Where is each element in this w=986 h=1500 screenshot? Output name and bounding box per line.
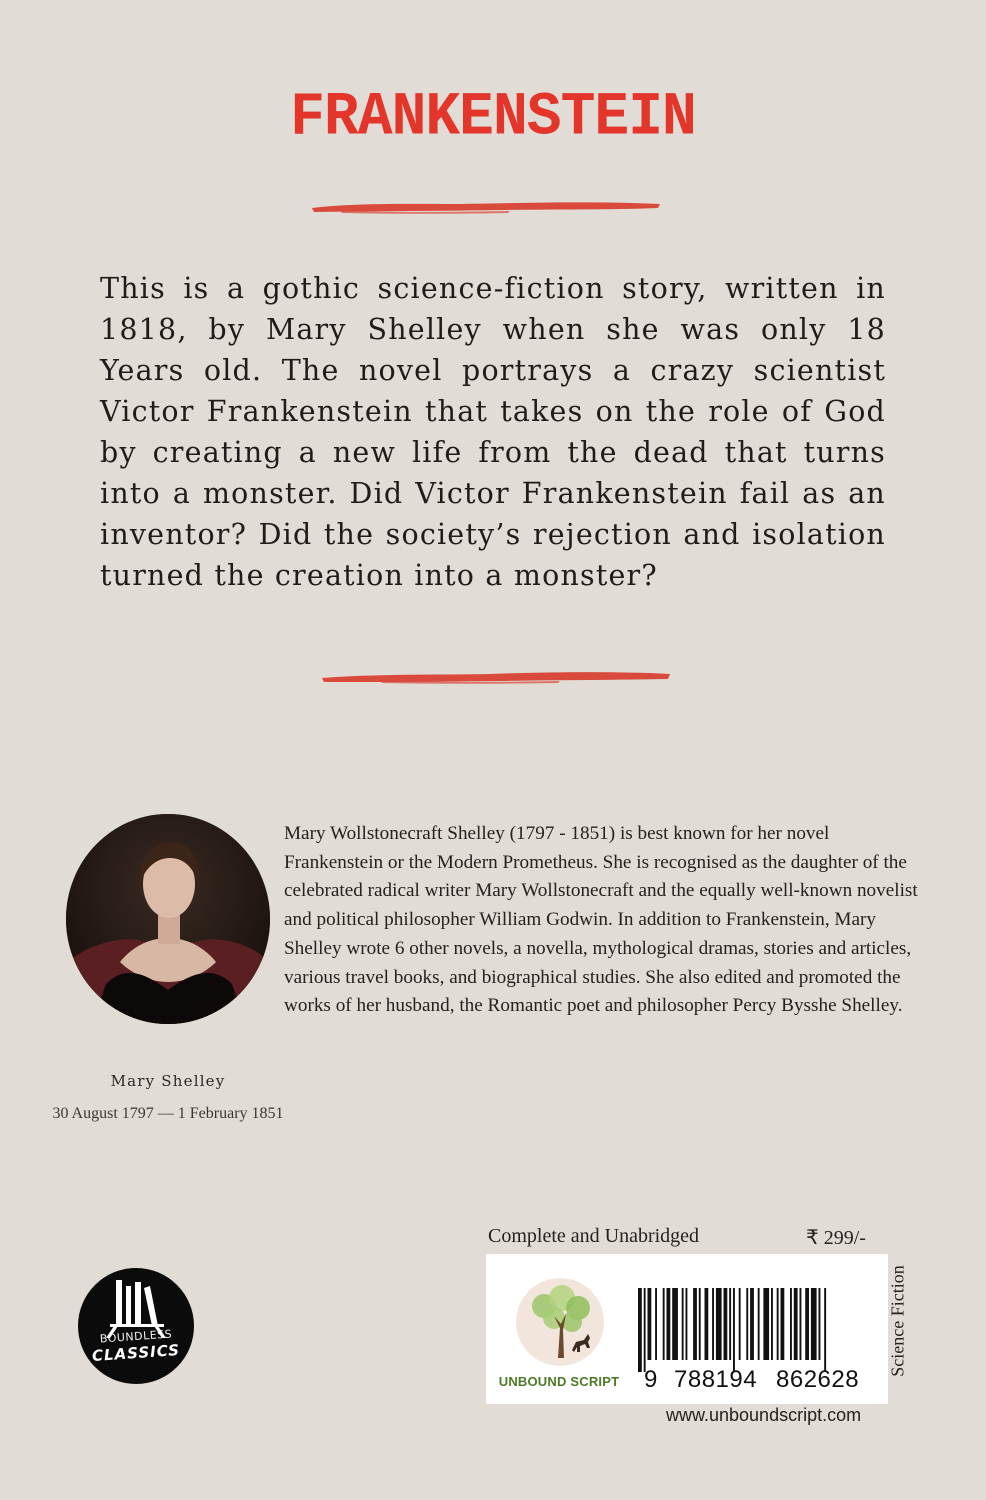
barcode-bar [790, 1288, 792, 1360]
publisher-name: UNBOUND SCRIPT [498, 1374, 620, 1389]
boundless-classics-logo [78, 1268, 194, 1384]
barcode-bar [811, 1288, 817, 1360]
barcode-bar [716, 1288, 722, 1360]
logo-text-classics: CLASSICS [91, 1340, 181, 1366]
barcode-bar [644, 1288, 646, 1372]
barcode-bar [763, 1288, 769, 1360]
author-portrait-icon [66, 814, 270, 1024]
barcode-bar [699, 1288, 701, 1360]
isbn-group-2: 862628 [776, 1366, 860, 1393]
isbn-lead-digit: 9 [644, 1366, 658, 1393]
barcode-bar [777, 1288, 779, 1360]
barcode-bar [794, 1288, 798, 1360]
price-label: ₹ 299/- [806, 1227, 866, 1249]
bookshelf-icon [78, 1268, 194, 1384]
book-title: FRANKENSTEIN [290, 84, 696, 153]
brush-stroke-top [310, 198, 662, 216]
barcode-bar [672, 1288, 678, 1360]
barcode-bar [655, 1288, 657, 1360]
genre-text: Science Fiction [887, 1265, 908, 1377]
isbn-barcode [638, 1288, 870, 1372]
author-dates: 30 August 1797 — 1 February 1851 [52, 1105, 284, 1122]
barcode-bar [686, 1288, 688, 1360]
barcode-bar [771, 1288, 773, 1360]
barcode-bar [758, 1288, 760, 1360]
barcode-bar [638, 1288, 642, 1372]
barcode-bar [733, 1288, 735, 1372]
edition-label: Complete and Unabridged [488, 1225, 700, 1247]
barcode-bar [739, 1288, 741, 1360]
author-name: Mary Shelley [110, 1072, 226, 1090]
barcode-bar [663, 1288, 665, 1360]
publisher-website: www.unboundscript.com [666, 1405, 862, 1425]
barcode-bar [682, 1288, 684, 1360]
author-bio: Mary Wollstonecraft Shelley (1797 - 1851) is best known for her novel Frankenstein or the Modern Prometheus. She is recognised as the daughter of the celebrated radical writer Mary Wollstonecraft and the equally well-known novelist and political philosopher William Godwin. In addition to Frankenstein, Mary Shelley wrote 6 other novels, a novella, mythological dramas, stories and articles, various travel books, and biographical studies. She also edited and promoted the works of her husband, the Romantic poet and philosopher Percy Bysshe Shelley. [284, 823, 918, 1017]
author-portrait [66, 814, 270, 1024]
tree-horse-icon [514, 1276, 606, 1368]
isbn-group-1: 788194 [674, 1366, 758, 1393]
barcode-bar [781, 1288, 785, 1360]
book-blurb: This is a gothic science-fiction story, written in 1818, by Mary Shelley when she was only 18 Years old. The novel portrays a crazy scientist Victor Frankenstein that takes on the role of God by creating a new life from the dead that turns into a monster. Did Victor Frankenstein fail as an inventor? Did the society’s rejection and isolation turned the creation into a monster? [100, 272, 886, 592]
barcode-bar [805, 1288, 809, 1360]
barcode-bar [648, 1288, 652, 1360]
barcode-bar [712, 1288, 714, 1360]
barcode-bar [824, 1288, 826, 1372]
barcode-bar [724, 1288, 728, 1360]
barcode-bar [746, 1288, 748, 1360]
brush-stroke-bottom [320, 668, 672, 686]
barcode-bar [819, 1288, 821, 1360]
barcode-bar [750, 1288, 754, 1360]
barcode-bar [667, 1288, 671, 1360]
barcode-bar [729, 1288, 731, 1360]
barcode-bar [800, 1288, 802, 1360]
barcode-panel [486, 1254, 888, 1404]
logo-text-boundless: BOUNDLESS [99, 1327, 173, 1346]
barcode-bar [705, 1288, 709, 1360]
barcode-bar [693, 1288, 697, 1360]
genre-label [880, 1246, 916, 1396]
